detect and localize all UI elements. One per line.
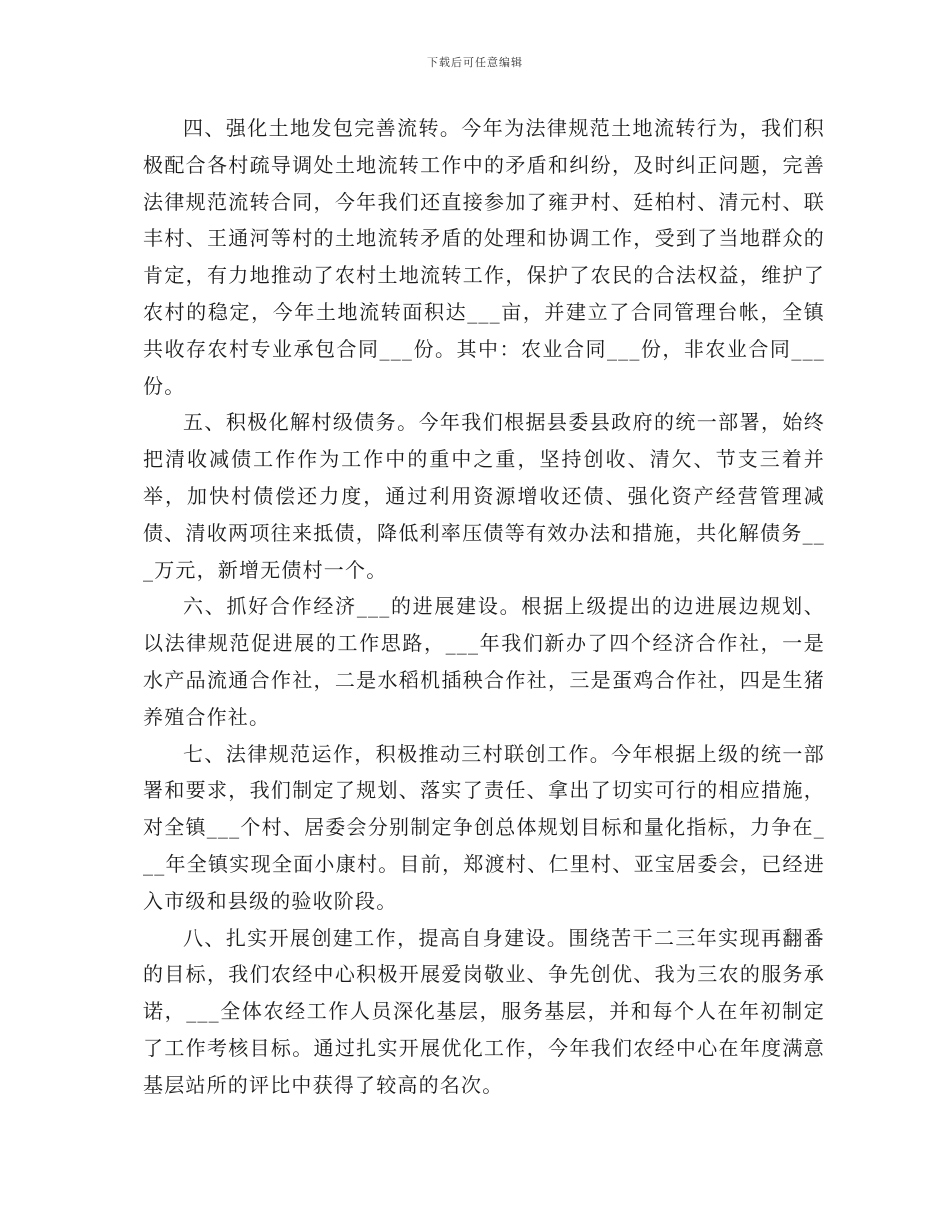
page-header-note: 下载后可任意编辑 bbox=[427, 56, 523, 69]
paragraph-land-transfer: 四、强化土地发包完善流转。今年为法律规范土地流转行为，我们积极配合各村疏导调处土地流转工作中的矛盾和纠纷，及时纠正问题，完善法律规范流转合同，今年我们还直接参加了雍尹村、廷柏村、清元村、联丰村、王通河等村的土地流转矛盾的处理和协调工作，受到了当地群众的肯定，有力地推动了农村土地流转工作，保护了农民的合法权益，维护了农村的稳定，今年土地流转面积达___亩，并建立了合同管理台帐，全镇共收存农村专业承包合同___份。其中：农业合同___份，非农业合同___份。 bbox=[143, 116, 825, 398]
document-body bbox=[143, 110, 825, 1104]
paragraph-village-debt: 五、积极化解村级债务。今年我们根据县委县政府的统一部署，始终把清收减债工作作为工作中的重中之重，坚持创收、清欠、节支三着并举，加快村债偿还力度，通过利用资源增收还债、强化资产经营管理减债、清收两项往来抵债，降低利率压债等有效办法和措施，共化解债务___万元，新增无债村一个。 bbox=[143, 410, 825, 582]
paragraph-self-building: 八、扎实开展创建工作，提高自身建设。围绕苦干二三年实现再翻番的目标，我们农经中心积极开展爱岗敬业、争先创优、我为三农的服务承诺，___全体农经工作人员深化基层，服务基层，并和每个人在年初制定了工作考核目标。通过扎实开展优化工作，今年我们农经中心在年度满意基层站所的评比中获得了较高的名次。 bbox=[143, 925, 825, 1097]
paragraph-three-village-campaign: 七、法律规范运作，积极推动三村联创工作。今年根据上级的统一部署和要求，我们制定了规划、落实了责任、拿出了切实可行的相应措施，对全镇___个村、居委会分别制定争创总体规划目标和量化指标，力争在___年全镇实现全面小康村。目前，郑渡村、仁里村、亚宝居委会，已经进入市级和县级的验收阶段。 bbox=[143, 741, 825, 913]
paragraph-cooperative-economy: 六、抓好合作经济___的进展建设。根据上级提出的边进展边规划、以法律规范促进展的工作思路，___年我们新办了四个经济合作社，一是水产品流通合作社，二是水稻机插秧合作社，三是蛋鸡合作社，四是生猪养殖合作社。 bbox=[143, 594, 825, 729]
